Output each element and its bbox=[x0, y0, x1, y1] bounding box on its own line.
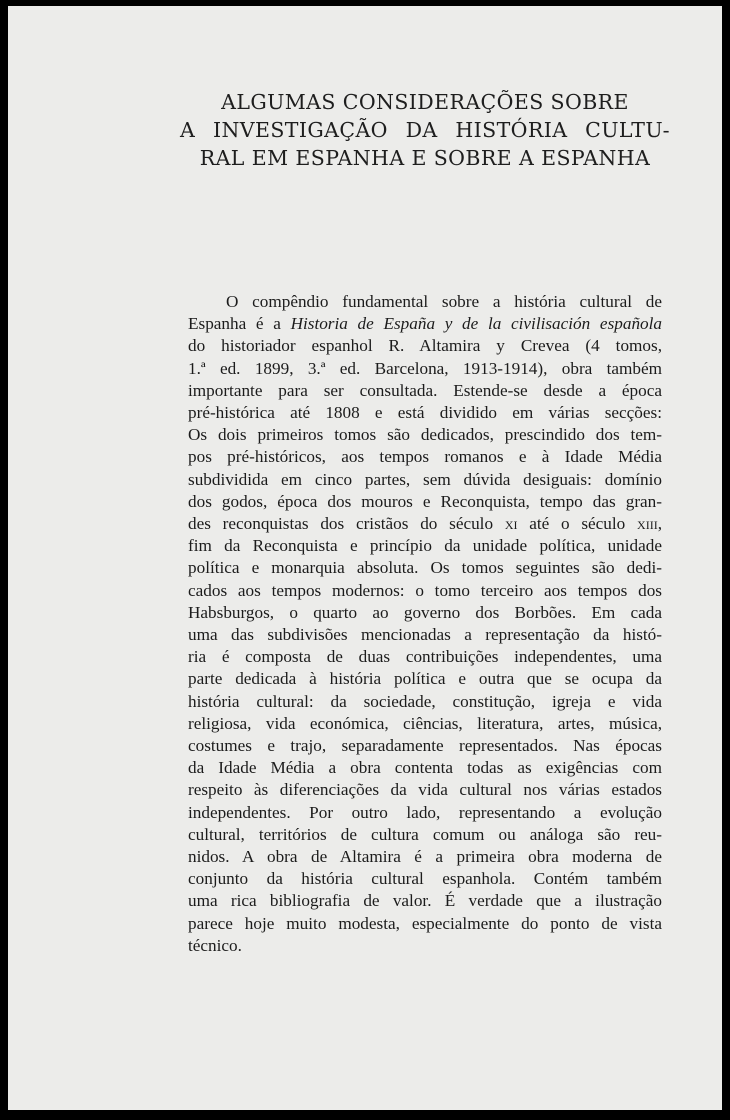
page-sheet bbox=[8, 6, 722, 1110]
text-run: até o século bbox=[517, 514, 638, 534]
text-line: fim da Reconquista e princípio da unidade política, unidade bbox=[188, 536, 662, 556]
text-line: cados aos tempos modernos: o tomo terceiro aos tempos dos bbox=[188, 580, 662, 600]
text-line: Habsburgos, o quarto ao governo dos Borbões. Em cada bbox=[188, 602, 662, 622]
text-run: des reconquistas dos cristãos do século bbox=[188, 514, 505, 534]
text-line: uma das subdivisões mencionadas a representação da histó- bbox=[188, 625, 662, 645]
chapter-title bbox=[180, 88, 670, 172]
text-line: cultural, territórios de cultura comum ou análoga são reu- bbox=[188, 824, 662, 844]
text-run: Espanha é a bbox=[188, 314, 291, 334]
text-line bbox=[188, 313, 662, 335]
text-line: pré-histórica até 1808 e está dividido em várias secções: bbox=[188, 403, 662, 423]
text-line: parece hoje muito modesta, especialmente do ponto de vista bbox=[188, 913, 662, 933]
title-line: ALGUMAS CONSIDERAÇÕES SOBRE bbox=[221, 90, 629, 114]
title-line: A INVESTIGAÇÃO DA HISTÓRIA CULTU- bbox=[180, 118, 670, 142]
text-line: O compêndio fundamental sobre a história cultural de bbox=[226, 292, 662, 311]
text-line: costumes e trajo, separadamente representados. Nas épocas bbox=[188, 736, 662, 756]
text-line: ria é composta de duas contribuições independentes, uma bbox=[188, 647, 662, 667]
title-line: RAL EM ESPANHA E SOBRE A ESPANHA bbox=[199, 146, 651, 170]
book-title-italic: Historia de España y de la civilisación española bbox=[290, 314, 662, 334]
text-line: da Idade Média a obra contenta todas as exigências com bbox=[188, 758, 662, 778]
text-line: conjunto da história cultural espanhola. Contém também bbox=[188, 869, 662, 889]
roman-numeral: xiii bbox=[637, 514, 658, 534]
text-line: Os dois primeiros tomos são dedicados, prescindido dos tem- bbox=[188, 425, 662, 445]
text-line: parte dedicada à história política e outra que se ocupa da bbox=[188, 669, 662, 689]
text-line: do historiador espanhol R. Altamira y Crevea (4 tomos, bbox=[188, 336, 662, 356]
roman-numeral: xi bbox=[504, 514, 518, 534]
text-line: respeito às diferenciações da vida cultural nos várias estados bbox=[188, 780, 662, 800]
text-line: técnico. bbox=[188, 935, 242, 955]
text-line bbox=[188, 513, 662, 535]
text-line: política e monarquia absoluta. Os tomos seguintes são dedi- bbox=[188, 558, 662, 578]
text-line: uma rica bibliografia de valor. É verdade que a ilustração bbox=[188, 891, 662, 911]
text-line: nidos. A obra de Altamira é a primeira obra moderna de bbox=[188, 847, 662, 867]
text-line: pos pré-históricos, aos tempos romanos e à Idade Média bbox=[188, 447, 662, 467]
text-line: 1.ª ed. 1899, 3.ª ed. Barcelona, 1913-1914), obra também bbox=[188, 358, 662, 378]
text-line: independentes. Por outro lado, representando a evolução bbox=[188, 802, 662, 822]
text-line: subdividida em cinco partes, sem dúvida desiguais: domínio bbox=[188, 469, 662, 489]
body-paragraph bbox=[188, 291, 662, 957]
text-run: , bbox=[657, 514, 662, 534]
text-line: história cultural: da sociedade, constitução, igreja e vida bbox=[188, 691, 662, 711]
text-line: religiosa, vida económica, ciências, literatura, artes, música, bbox=[188, 713, 662, 733]
text-line: dos godos, época dos mouros e Reconquista, tempo das gran- bbox=[188, 491, 662, 511]
text-line: importante para ser consultada. Estende-se desde a época bbox=[188, 380, 662, 400]
